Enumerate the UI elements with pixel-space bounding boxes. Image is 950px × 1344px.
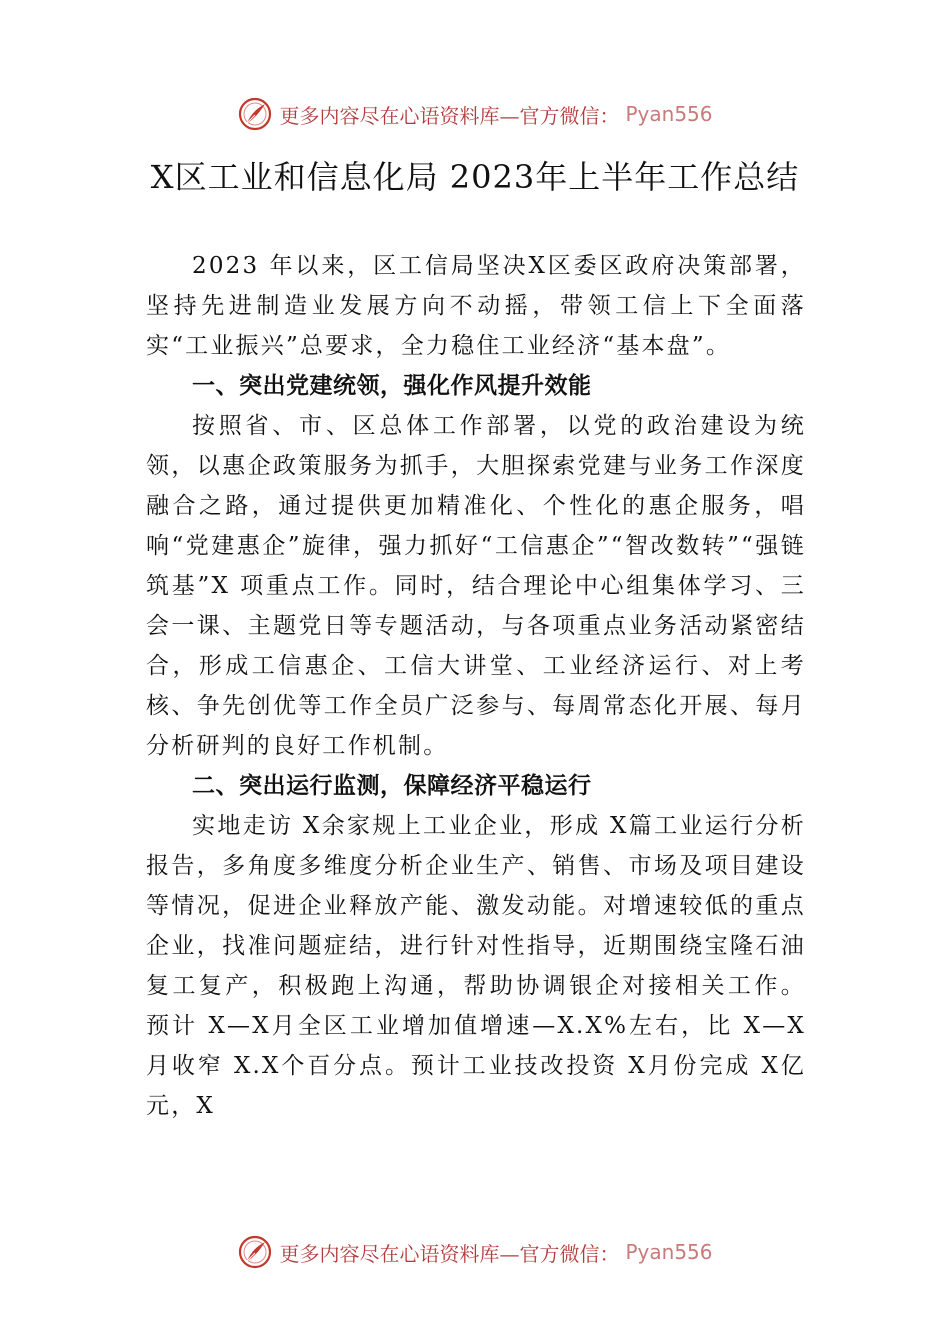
section-heading: 一、突出党建统领，强化作风提升效能 [192, 373, 592, 399]
watermark-footer [0, 1234, 950, 1270]
watermark-text: 更多内容尽在心语资料库—官方微信： [279, 1241, 620, 1266]
watermark-wechat-id: Pyan556 [625, 102, 713, 126]
section-paragraph: 实地走访 X余家规上工业企业，形成 X篇工业运行分析报告，多角度多维度分析企业生产、销售、市场及项目建设等情况，促进企业释放产能、激发动能。对增速较低的重点企业，找准问题症结，进行针对性指导，近期围绕宝隆石油复工复产，积极跑上沟通，帮助协调银企对接相关工作。 预计 X—X月全区工业增加值增速—X.X%左右，比 X—X月收窄 X.X个百分点。预计工业技改投资 X月份完成 X亿元，X [146, 813, 806, 1119]
feather-pen-seal-icon [237, 96, 273, 132]
document-title: X区工业和信息化局 2023年上半年工作总结 [150, 158, 800, 196]
document-body [146, 246, 806, 1126]
watermark-wechat-id: Pyan556 [625, 1240, 713, 1264]
section-heading: 二、突出运行监测，保障经济平稳运行 [192, 773, 592, 799]
feather-pen-seal-icon [237, 1234, 273, 1270]
watermark-header [0, 96, 950, 132]
section-paragraph: 按照省、市、区总体工作部署，以党的政治建设为统领，以惠企政策服务为抓手，大胆探索党建与业务工作深度融合之路，通过提供更加精准化、个性化的惠企服务，唱响“党建惠企”旋律，强力抓好“工信惠企”“智改数转”“强链筑基”X 项重点工作。同时，结合理论中心组集体学习、三会一课、主题党日等专题活动，与各项重点业务活动紧密结合，形成工信惠企、工信大讲堂、工业经济运行、对上考核、争先创优等工作全员广泛参与、每周常态化开展、每月分析研判的良好工作机制。 [146, 413, 806, 759]
intro-paragraph: 2023 年以来，区工信局坚决X区委区政府决策部署，坚持先进制造业发展方向不动摇，带领工信上下全面落实“工业振兴”总要求，全力稳住工业经济“基本盘”。 [146, 253, 806, 359]
watermark-text: 更多内容尽在心语资料库—官方微信： [279, 103, 620, 128]
